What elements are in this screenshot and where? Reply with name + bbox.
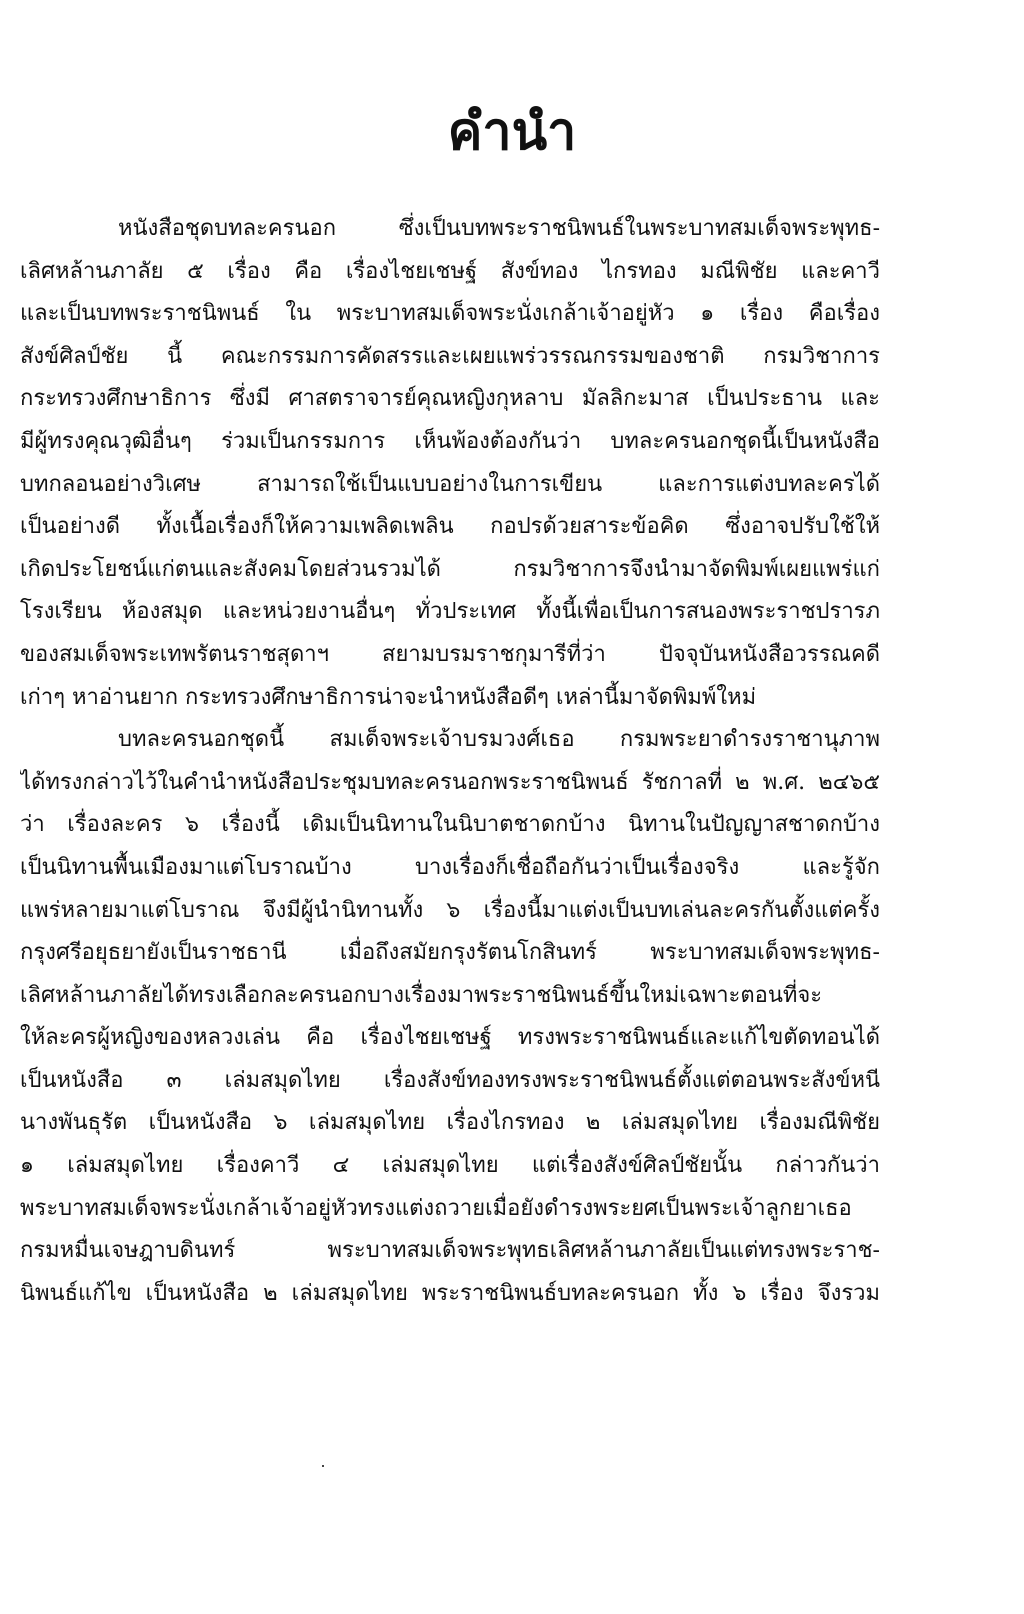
text-line: กระทรวงศึกษาธิการ ซึ่งมี ศาสตราจารย์คุณหญิงกุหลาบ มัลลิกะมาส เป็นประธาน และ [20,386,880,412]
text-line: บทละครนอกชุดนี้ สมเด็จพระเจ้าบรมวงศ์เธอ กรมพระยาดำรงราชานุภาพ [118,727,880,753]
text-line: ได้ทรงกล่าวไว้ในคำนำหนังสือประชุมบทละครนอกพระราชนิพนธ์ รัชกาลที่ ๒ พ.ศ. ๒๔๖๕ [20,769,880,795]
text-line: เก่าๆ หาอ่านยาก กระทรวงศึกษาธิการน่าจะนำหนังสือดีๆ เหล่านี้มาจัดพิมพ์ใหม่ [20,684,757,710]
text-line: เป็นหนังสือ ๓ เล่มสมุดไทย เรื่องสังข์ทองทรงพระราชนิพนธ์ตั้งแต่ตอนพระสังข์หนี [20,1067,880,1093]
text-line: และเป็นบทพระราชนิพนธ์ ใน พระบาทสมเด็จพระนั่งเกล้าเจ้าอยู่หัว ๑ เรื่อง คือเรื่อง [20,301,880,327]
text-line: กรุงศรีอยุธยายังเป็นราชธานี เมื่อถึงสมัยกรุงรัตนโกสินทร์ พระบาทสมเด็จพระพุทธ- [20,940,880,966]
text-line: กรมหมื่นเจษฎาบดินทร์ พระบาทสมเด็จพระพุทธเลิศหล้านภาลัยเป็นแต่ทรงพระราช- [20,1238,880,1264]
text-line: สังข์ศิลป์ชัย นี้ คณะกรรมการคัดสรรและเผยแพร่วรรณกรรมของชาติ กรมวิชาการ [20,343,880,369]
text-line: เป็นอย่างดี ทั้งเนื้อเรื่องก็ให้ความเพลิดเพลิน กอปรด้วยสาระข้อคิด ซึ่งอาจปรับใช้ให้ [20,514,880,540]
text-line: เป็นนิทานพื้นเมืองมาแต่โบราณบ้าง บางเรื่องก็เชื่อถือกันว่าเป็นเรื่องจริง และรู้จัก [20,854,880,880]
text-line: มีผู้ทรงคุณวุฒิอื่นๆ ร่วมเป็นกรรมการ เห็นพ้องต้องกันว่า บทละครนอกชุดนี้เป็นหนังสือ [20,428,880,454]
page-title: คำนำ [447,102,577,162]
text-line: ให้ละครผู้หญิงของหลวงเล่น คือ เรื่องไชยเชษฐ์ ทรงพระราชนิพนธ์และแก้ไขตัดทอนได้ [20,1025,880,1051]
text-line: บทกลอนอย่างวิเศษ สามารถใช้เป็นแบบอย่างในการเขียน และการแต่งบทละครได้ [20,471,880,497]
text-line: ๑ เล่มสมุดไทย เรื่องคาวี ๔ เล่มสมุดไทย แต่เรื่องสังข์ศิลป์ชัยนั้น กล่าวกันว่า [20,1153,880,1179]
text-line: หนังสือชุดบทละครนอก ซึ่งเป็นบทพระราชนิพนธ์ในพระบาทสมเด็จพระพุทธ- [118,216,880,241]
text-line: เลิศหล้านภาลัยได้ทรงเลือกละครนอกบางเรื่องมาพระราชนิพนธ์ขึ้นใหม่เฉพาะตอนที่จะ [20,982,823,1008]
text-line: ของสมเด็จพระเทพรัตนราชสุดาฯ สยามบรมราชกุมารีที่ว่า ปัจจุบันหนังสือวรรณคดี [20,641,880,667]
scan-speck [322,1465,324,1467]
text-line: ว่า เรื่องละคร ๖ เรื่องนี้ เดิมเป็นนิทานในนิบาตชาดกบ้าง นิทานในปัญญาสชาดกบ้าง [20,812,880,838]
body-text [20,208,880,1315]
text-line: เลิศหล้านภาลัย ๕ เรื่อง คือ เรื่องไชยเชษฐ์ สังข์ทอง ไกรทอง มณีพิชัย และคาวี [20,258,880,284]
text-line: แพร่หลายมาแต่โบราณ จึงมีผู้นำนิทานทั้ง ๖ เรื่องนี้มาแต่งเป็นบทเล่นละครกันตั้งแต่ครั้ง [20,897,880,923]
text-line: นิพนธ์แก้ไข เป็นหนังสือ ๒ เล่มสมุดไทย พระราชนิพนธ์บทละครนอก ทั้ง ๖ เรื่อง จึงรวม [20,1280,880,1306]
text-line: เกิดประโยชน์แก่ตนและสังคมโดยส่วนรวมได้ กรมวิชาการจึงนำมาจัดพิมพ์เผยแพร่แก่ [20,556,880,582]
text-line: นางพันธุรัต เป็นหนังสือ ๖ เล่มสมุดไทย เรื่องไกรทอง ๒ เล่มสมุดไทย เรื่องมณีพิชัย [20,1110,880,1136]
text-line: พระบาทสมเด็จพระนั่งเกล้าเจ้าอยู่หัวทรงแต่งถวายเมื่อยังดำรงพระยศเป็นพระเจ้าลูกยาเธอ [20,1195,852,1221]
text-line: โรงเรียน ห้องสมุด และหน่วยงานอื่นๆ ทั่วประเทศ ทั้งนี้เพื่อเป็นการสนองพระราชปรารภ [20,599,880,625]
